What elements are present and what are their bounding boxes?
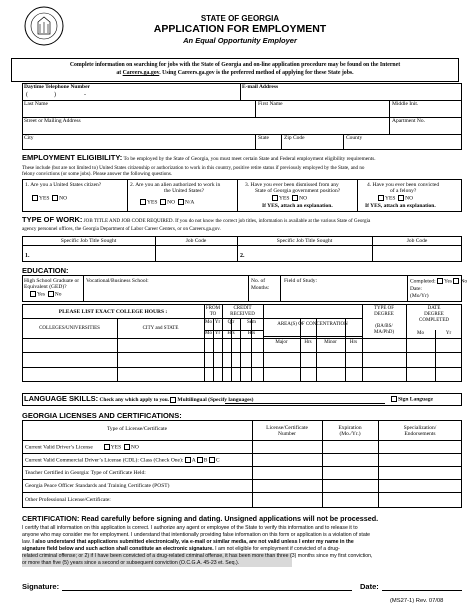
- eligibility-heading: EMPLOYMENT ELIGIBILITY:: [22, 153, 123, 162]
- street-label: Street or Mailing Address: [24, 118, 81, 124]
- license-exp-header-a: Expiration: [338, 425, 362, 431]
- months-label-b: Months:: [251, 285, 270, 291]
- page-subtitle: An Equal Opportunity Employer: [183, 36, 297, 45]
- completed-no-checkbox[interactable]: [453, 278, 459, 284]
- col-type-d: MA/PhD): [373, 330, 394, 335]
- work-heading: TYPE OF WORK:: [22, 215, 83, 224]
- completed-yes-checkbox[interactable]: [437, 278, 443, 284]
- street-field[interactable]: [24, 125, 387, 133]
- license-number-header-b: Number: [277, 431, 297, 437]
- col-sem-hrs: Hrs: [247, 331, 256, 336]
- notice-line2: at Careers.ga.gov. Using Careers.ga.gov is the preferred method of applying for these State jobs.: [116, 70, 354, 76]
- first-name-field[interactable]: [258, 108, 387, 116]
- license-type-header: Type of License/Certificate: [106, 426, 168, 432]
- state-seal: [24, 6, 64, 46]
- col-qtr: Qtr: [227, 320, 235, 325]
- q2-no-checkbox[interactable]: [160, 199, 166, 205]
- careers-link[interactable]: Careers.ga.gov: [122, 70, 160, 76]
- license-row-other: Other Professional License/Certificate:: [25, 497, 111, 503]
- hs-answers: Yes No: [30, 291, 62, 298]
- col-type-a: TYPE OF: [373, 306, 395, 311]
- q4-text-a: 4. Have you ever been convicted: [367, 182, 440, 188]
- q3-note: If YES, attach an explanation.: [262, 203, 333, 209]
- q4-answers: YES NO: [378, 195, 413, 202]
- signature-label: Signature:: [22, 582, 60, 591]
- phone-area-close: ): [54, 92, 56, 98]
- q3-answers: YES NO: [272, 195, 307, 202]
- middle-init-label: Middle Init.: [392, 101, 419, 107]
- cdl-c-checkbox[interactable]: [209, 457, 215, 463]
- cdl-b-checkbox[interactable]: [197, 457, 203, 463]
- hs-yes-checkbox[interactable]: [30, 291, 36, 297]
- hs-label-a: High School Graduate or: [24, 278, 80, 284]
- phone-field[interactable]: [28, 92, 238, 99]
- county-label: County: [346, 135, 363, 141]
- col-mo-from: Mo: [205, 320, 212, 325]
- certification-warning: Read carefully before signing and dating. Unsigned applications will not be processed.: [81, 514, 379, 523]
- zip-label: Zip Code: [284, 135, 305, 141]
- col-minor: Minor: [324, 340, 337, 345]
- last-name-label: Last Name: [24, 101, 48, 107]
- eligibility-text3: felony convictions (or some jobs). Please answer the following questions.: [22, 171, 173, 177]
- notice-line1: Complete information on searching for jobs with the State of Georgia and on-line application procedure may be found on the Internet: [69, 62, 401, 68]
- certification-body: I certify that all information on this application is correct. I authorize any agent or employee of the State to verify this information and to release it to anyone who may consider me for employment. I understand that intentionally providing false information on this form or application is a violation of state law. I also understand that applications submitted electronically, via e-mail or similar media, are not valid unless I enter my name in the signature field below and such action shall constitute an electronic signature. I am not eligible for employment if convicted of a drug- related criminal offense; or 2) if I have been convicted of a drug-related criminal offense, it has been more than three (3) months since my first conviction, or more than five (5) years since a second or subsequent conviction (O.C.G.A. 45-23 et. Seq.).: [22, 525, 373, 566]
- job-title-2-field[interactable]: [248, 247, 370, 261]
- job-code-header-1: Job Code: [185, 238, 207, 244]
- license-spec-header-b: Endorsements: [404, 431, 436, 437]
- job-title-1-field[interactable]: [32, 247, 153, 261]
- license-row-drivers: Current Valid Driver’s License YES NO: [25, 444, 139, 451]
- college-row-1[interactable]: [23, 339, 461, 351]
- q1-yes-checkbox[interactable]: [32, 195, 38, 201]
- credit-label-a: CREDIT: [233, 306, 252, 311]
- state-title: STATE OF GEORGIA: [200, 14, 280, 23]
- q3-yes-checkbox[interactable]: [272, 195, 278, 201]
- field-of-study-label: Field of Study:: [284, 278, 318, 284]
- college-hours-label: PLEASE LIST EXACT COLLEGE HOURS :: [58, 309, 168, 315]
- col-date-mo: Mo: [417, 331, 424, 336]
- col-from: FROM: [205, 306, 221, 311]
- email-field[interactable]: [242, 91, 460, 99]
- license-row-teacher: Teacher Certified in Georgia: Type of Certificate Held:: [25, 470, 146, 476]
- vocational-field[interactable]: [86, 285, 246, 300]
- apartment-field[interactable]: [392, 125, 460, 133]
- completed-row: Completed: Yes No: [410, 278, 468, 285]
- multilingual-checkbox[interactable]: [170, 397, 176, 403]
- language-skills-row: LANGUAGE SKILLS: Check any which apply to you. Multilingual (Specify languages): [24, 394, 254, 403]
- q2-answers: YES NO N/A: [140, 199, 194, 206]
- date-label: Date:: [360, 582, 379, 591]
- col-sem: Sem: [247, 320, 256, 325]
- q3-no-checkbox[interactable]: [292, 195, 298, 201]
- col-type-b: DEGREE: [374, 312, 394, 317]
- drivers-yes-checkbox[interactable]: [104, 444, 110, 450]
- language-check-text: Check any which apply to you.: [99, 397, 170, 403]
- job-row-1-label: 1.: [25, 253, 30, 259]
- col-date-yr: Yr: [445, 331, 452, 336]
- college-row-3[interactable]: [23, 368, 461, 381]
- completed-date-label: Date:: [410, 286, 422, 292]
- certification-row: [22, 514, 462, 523]
- license-number-header-a: License/Certificate: [266, 425, 308, 431]
- col-yr-from: Yr: [214, 320, 221, 325]
- job-code-header-2: Job Code: [406, 238, 428, 244]
- col-major-hrs: Hrs: [304, 340, 312, 345]
- certification-heading: CERTIFICATION:: [22, 514, 80, 523]
- col-colleges: COLLEGES/UNIVERSITIES: [39, 326, 100, 331]
- completed-date-format: (Mo/Yr): [410, 293, 429, 299]
- page-title: APPLICATION FOR EMPLOYMENT: [153, 23, 327, 35]
- phone-dash: -: [84, 92, 86, 98]
- q2-text-a: 2. Are you an alien authorized to work in: [130, 182, 221, 188]
- city-field[interactable]: [24, 142, 253, 149]
- q3-text-a: 3. Have you ever been dismissed from any: [245, 182, 339, 188]
- date-line[interactable]: [382, 590, 462, 591]
- hs-no-checkbox[interactable]: [48, 291, 54, 297]
- col-date-b: DEGREE: [424, 312, 444, 317]
- credit-label-b: RECEIVED: [230, 312, 255, 317]
- email-label: E-mail Address: [242, 84, 279, 90]
- q1-no-checkbox[interactable]: [52, 195, 58, 201]
- q1-answers: YES NO: [32, 195, 67, 202]
- col-qtr-hrs: Hrs: [227, 331, 235, 336]
- cdl-a-checkbox[interactable]: [185, 457, 191, 463]
- job-code-1-field[interactable]: [157, 247, 235, 261]
- col-date-a: DATE: [427, 306, 441, 311]
- months-label-a: No. of: [251, 278, 266, 284]
- form-number: (MS27-1) Rev. 07/08: [390, 598, 444, 604]
- col-yr-to: Yr: [214, 331, 221, 336]
- signature-line[interactable]: [62, 590, 352, 591]
- q3-text-b: State of Georgia government position?: [255, 188, 341, 194]
- eligibility-text2: These include (but are not limited to) United States citizenship or authorization to work in this country, positive retire status if previously employed by the State, and no: [22, 165, 365, 171]
- phone-label: Daytime Telephone Number: [24, 84, 90, 90]
- q1-text: 1. Are you a United States citizen?: [25, 182, 102, 188]
- license-number-fields[interactable]: [253, 441, 461, 507]
- license-spec-header-a: Specialization/: [403, 425, 437, 431]
- job-title-header-2: Specific Job Title Sought: [276, 238, 333, 244]
- q4-no-checkbox[interactable]: [398, 195, 404, 201]
- job-title-header-1: Specific Job Title Sought: [60, 238, 117, 244]
- license-row-cdl: Current Valid Commercial Driver’s License (CDL): Class (Check One): A B C: [25, 457, 220, 464]
- education-heading: EDUCATION:: [22, 266, 69, 275]
- state-field[interactable]: [258, 142, 279, 149]
- language-heading: LANGUAGE SKILLS:: [24, 394, 99, 403]
- last-name-field[interactable]: [24, 108, 253, 116]
- vocational-label: Vocational/Business School:: [86, 278, 149, 284]
- field-of-study-field[interactable]: [284, 285, 405, 300]
- col-city: CITY and STATE: [142, 326, 179, 331]
- col-to: TO: [209, 312, 217, 317]
- col-minor-hrs: Hrs: [349, 340, 358, 345]
- license-row-post: Georgia Peace Officer Standards and Training Certificate (POST): [25, 483, 170, 489]
- col-major: Major: [275, 340, 288, 345]
- first-name-label: First Name: [258, 101, 283, 107]
- county-field[interactable]: [346, 142, 460, 149]
- college-row-2[interactable]: [23, 353, 461, 366]
- drivers-no-checkbox[interactable]: [124, 444, 130, 450]
- col-date-c: COMPLETED: [419, 318, 449, 323]
- license-exp-header-b: (Mo./Yr.): [339, 431, 361, 437]
- q2-yes-checkbox[interactable]: [140, 199, 146, 205]
- job-row-2-label: 2.: [240, 253, 245, 259]
- col-type-c: (BA/BS/: [375, 324, 393, 329]
- work-text2: agency personnel offices, the Georgia Department of Labor Career Centers, or on Careers.ga.gov.: [22, 226, 221, 232]
- work-intro: TYPE OF WORK: JOB TITLE AND JOB CODE REQUIRED. If you do not know the correct job titles, information is available at the various State of Georgia: [22, 215, 371, 224]
- col-mo-to: Mo: [205, 331, 212, 336]
- q4-yes-checkbox[interactable]: [378, 195, 384, 201]
- licenses-heading: GEORGIA LICENSES AND CERTIFICATIONS:: [22, 411, 182, 420]
- zip-field[interactable]: [284, 142, 341, 149]
- col-area: AREA(S) OF CONCENTRATION: [277, 322, 348, 327]
- apartment-label: Apartment No.: [392, 118, 425, 124]
- q2-text-b: the United States?: [164, 188, 205, 194]
- q4-text-b: of a felony?: [390, 188, 417, 194]
- q4-note: If YES, attach an explanation.: [365, 203, 436, 209]
- middle-init-field[interactable]: [392, 108, 460, 116]
- job-code-2-field[interactable]: [374, 247, 460, 261]
- state-label: State: [258, 135, 269, 141]
- q2-na-checkbox[interactable]: [178, 199, 184, 205]
- sign-language-option: Sign Language: [391, 396, 433, 403]
- hs-label-b: Equivalent (GED)?: [24, 284, 67, 290]
- phone-area-open: (: [26, 92, 28, 98]
- sign-language-checkbox[interactable]: [391, 396, 397, 402]
- city-label: City: [24, 135, 34, 141]
- eligibility-intro: EMPLOYMENT ELIGIBILITY: To be employed by the State of Georgia, you must meet certain State and Federal employment eligibility requirements.: [22, 153, 376, 162]
